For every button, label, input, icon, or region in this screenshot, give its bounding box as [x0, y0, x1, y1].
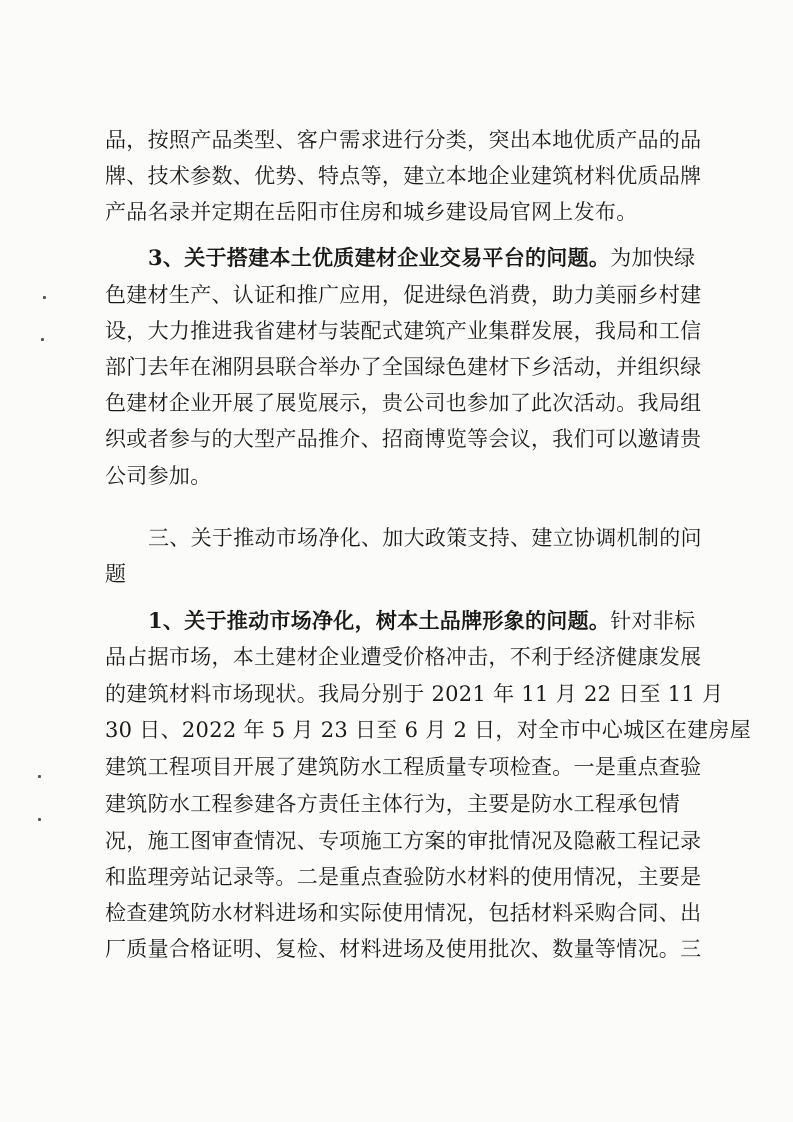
- text-line: [105, 277, 701, 313]
- section-heading: [148, 520, 702, 556]
- text-line: [105, 749, 701, 785]
- text-line: [105, 895, 701, 931]
- text-line: [105, 676, 723, 712]
- text-line: [105, 458, 212, 494]
- text-line: [105, 349, 701, 385]
- text-line: [148, 603, 695, 639]
- text-line: [105, 194, 638, 230]
- text-line: [105, 859, 701, 895]
- text-line: [105, 823, 701, 859]
- section-heading: [105, 556, 126, 592]
- text-line: [105, 122, 701, 158]
- binding-hole-mark: [43, 296, 46, 299]
- binding-hole-mark: [38, 775, 41, 778]
- binding-hole-mark: [38, 818, 41, 821]
- line-text: 和监理旁站记录等。二是重点查验防水材料的使用情况，主要是: [105, 865, 702, 889]
- bold-heading: 3、关于搭建本土优质建材企业交易平台的问题。: [148, 245, 611, 270]
- line-text: 设，大力推进我省建材与装配式建筑产业集群发展，我局和工信: [105, 319, 702, 343]
- text-line: [105, 421, 701, 457]
- text-line: [105, 931, 701, 967]
- line-text: 建筑工程项目开展了建筑防水工程质量专项检查。一是重点查验: [105, 755, 702, 779]
- text-line: [105, 786, 680, 822]
- line-text: 针对非标: [610, 609, 696, 633]
- line-text: 的建筑材料市场现状。我局分别于 2021 年 11 月 22 日至 11 月: [105, 682, 724, 706]
- text-line: [105, 385, 701, 421]
- line-text: 织或者参与的大型产品推介、招商博览等会议，我们可以邀请贵: [105, 427, 702, 451]
- line-text: 品，按照产品类型、客户需求进行分类，突出本地优质产品的品: [105, 128, 702, 152]
- line-text: 产品名录并定期在岳阳市住房和城乡建设局官网上发布。: [105, 200, 638, 224]
- line-text: 牌、技术参数、优势、特点等，建立本地企业建筑材料优质品牌: [105, 164, 702, 188]
- line-text: 厂质量合格证明、复检、材料进场及使用批次、数量等情况。三: [105, 937, 702, 961]
- bold-heading: 1、关于推动市场净化，树本土品牌形象的问题。: [148, 608, 611, 633]
- text-line: [105, 639, 701, 675]
- line-text: 题: [105, 562, 127, 586]
- line-text: 部门去年在湘阴县联合举办了全国绿色建材下乡活动，并组织绿: [105, 355, 702, 379]
- text-line: [148, 240, 695, 276]
- line-text: 30 日、2022 年 5 月 23 日至 6 月 2 日，对全市中心城区在建房屋: [105, 718, 752, 742]
- line-text: 三、关于推动市场净化、加大政策支持、建立协调机制的问: [148, 526, 702, 550]
- line-text: 况，施工图审查情况、专项施工方案的审批情况及隐蔽工程记录: [105, 829, 702, 853]
- line-text: 检查建筑防水材料进场和实际使用情况，包括材料采购合同、出: [105, 901, 702, 925]
- line-text: 色建材生产、认证和推广应用，促进绿色消费，助力美丽乡村建: [105, 283, 702, 307]
- line-text: 建筑防水工程参建各方责任主体行为，主要是防水工程承包情: [105, 792, 681, 816]
- text-line: [105, 158, 701, 194]
- line-text: 公司参加。: [105, 464, 212, 488]
- text-line: [105, 712, 751, 748]
- line-text: 为加快绿: [610, 246, 696, 270]
- line-text: 色建材企业开展了展览展示，贵公司也参加了此次活动。我局组: [105, 391, 702, 415]
- line-text: 品占据市场，本土建材企业遭受价格冲击，不利于经济健康发展: [105, 645, 702, 669]
- binding-hole-mark: [41, 338, 44, 341]
- text-line: [105, 313, 701, 349]
